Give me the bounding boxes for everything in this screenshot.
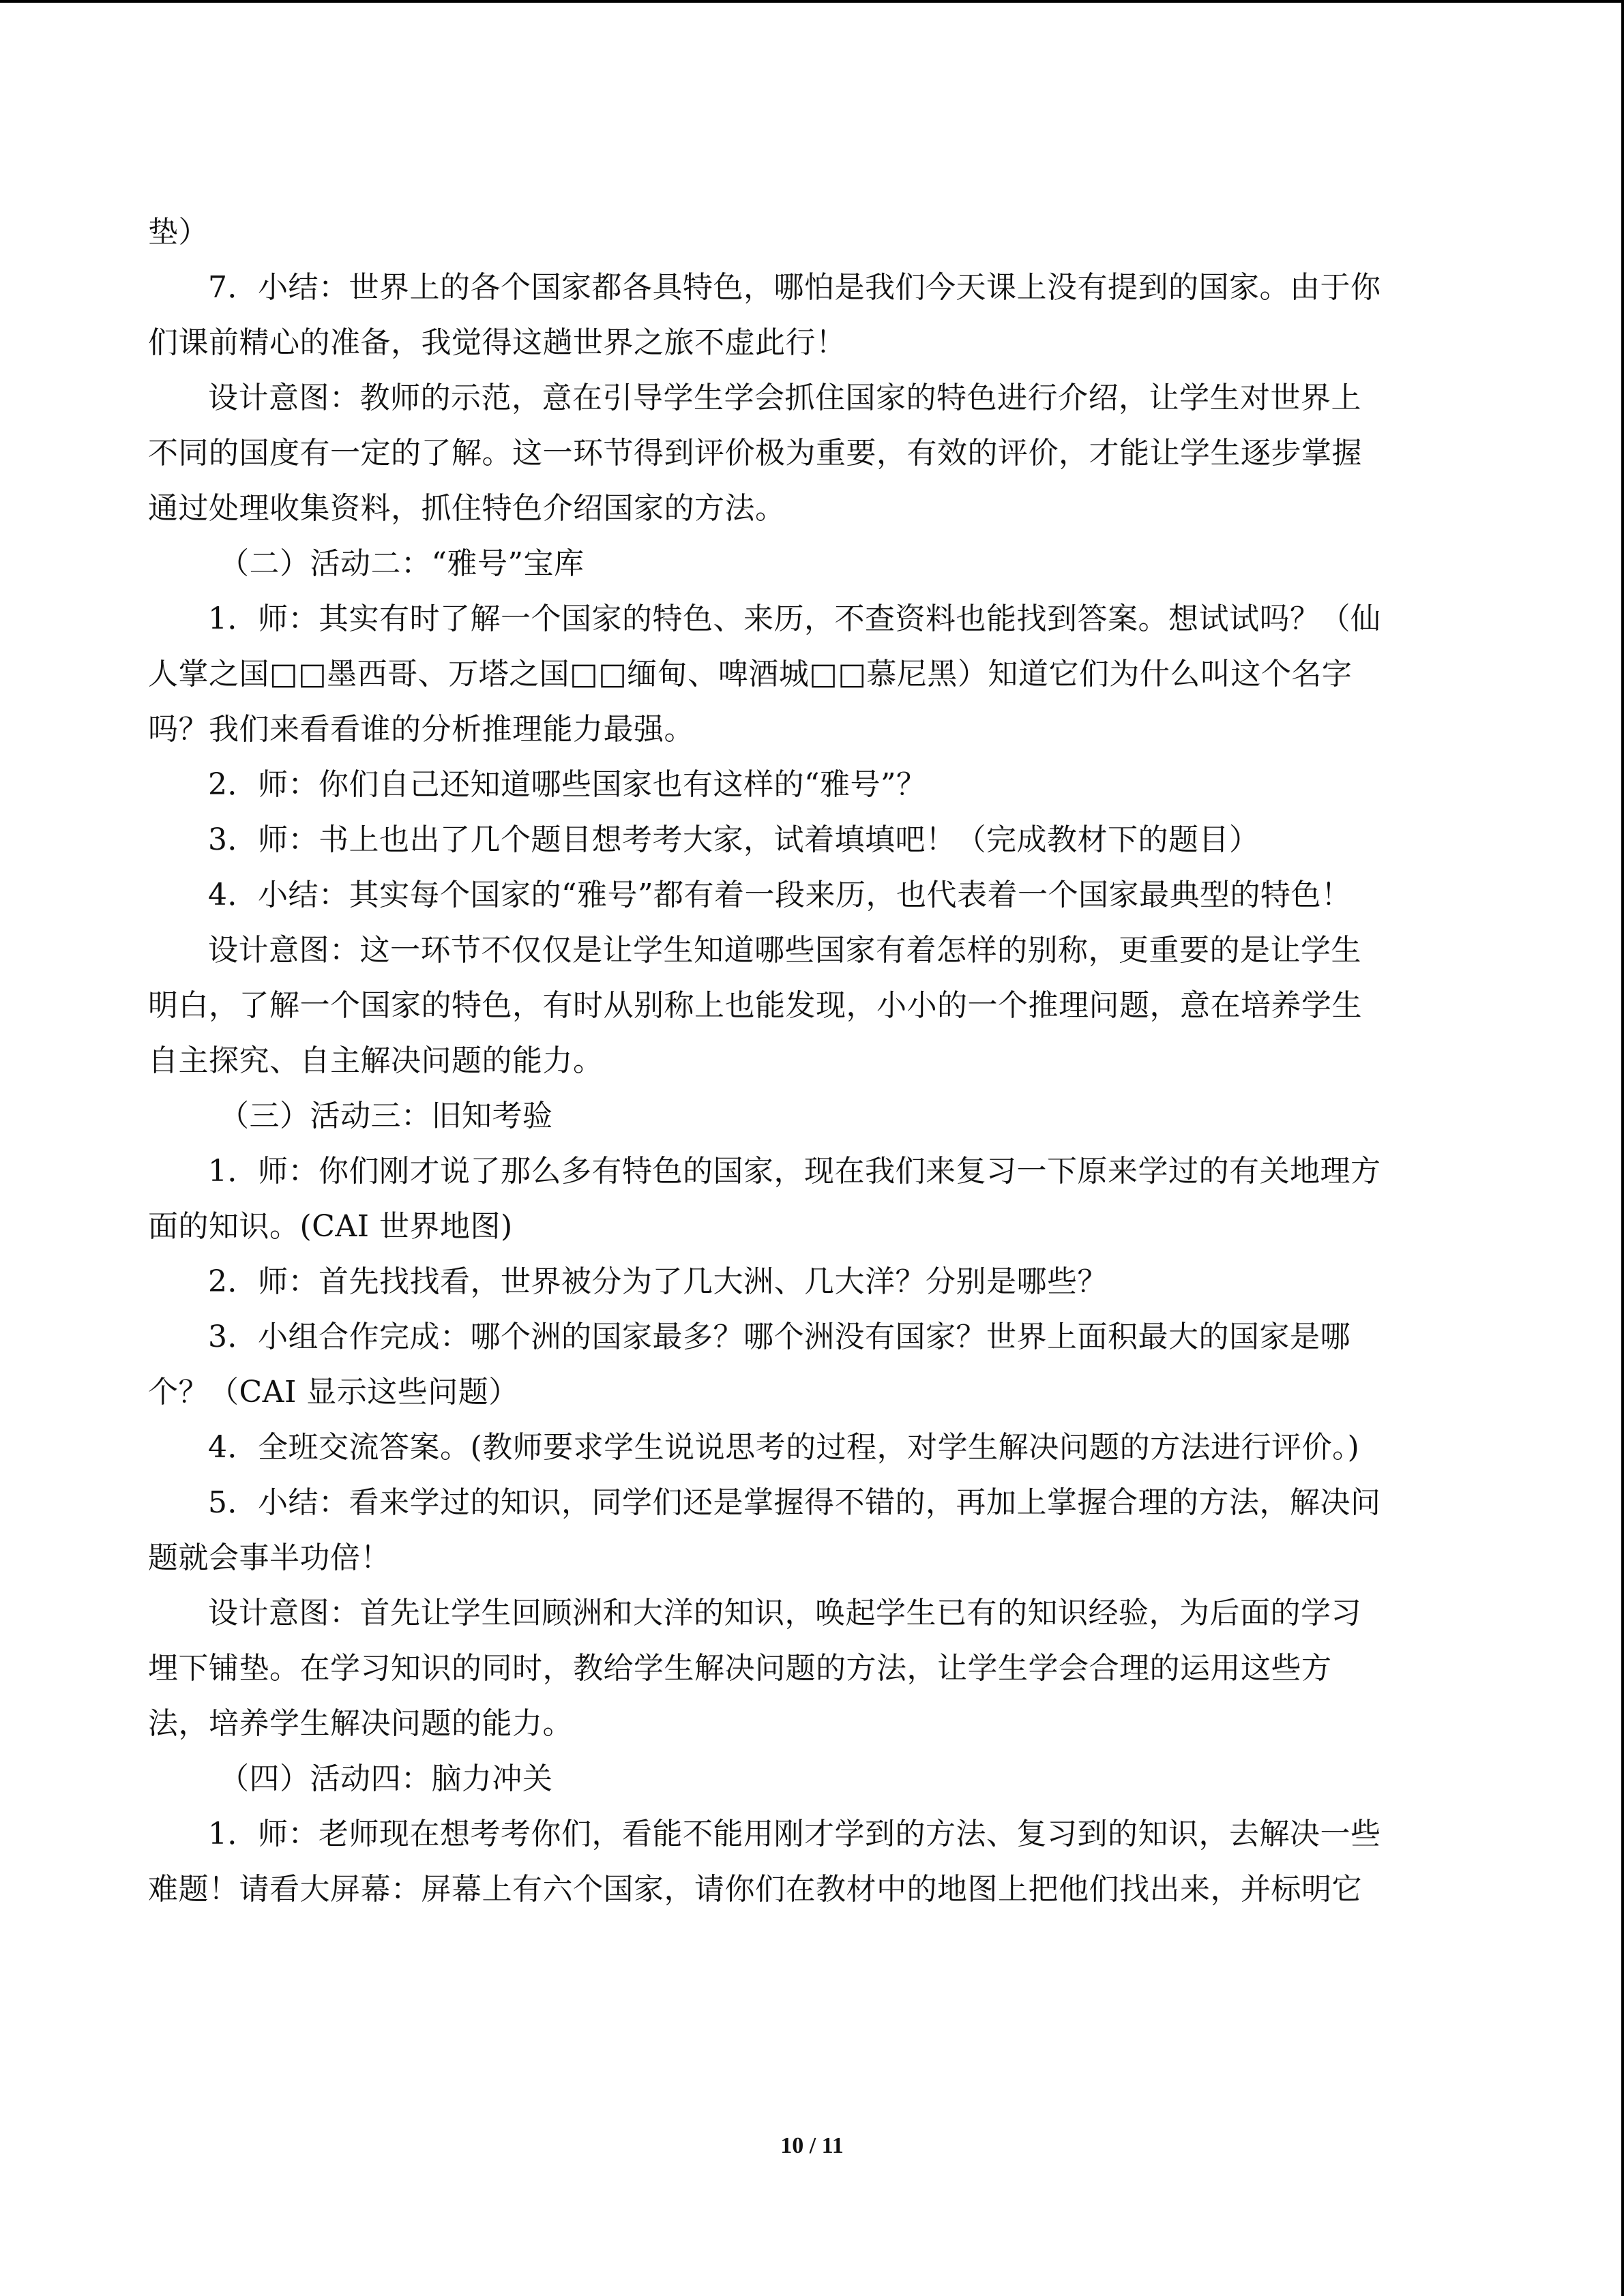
text-line: 设计意图：教师的示范，意在引导学生学会抓住国家的特色进行介绍，让学生对世界上 (208, 381, 1361, 415)
text-line: 1．师：老师现在想考考你们，看能不能用刚才学到的方法、复习到的知识，去解决一些 (208, 1817, 1381, 1851)
text-line: 1．师：你们刚才说了那么多有特色的国家，现在我们来复习一下原来学过的有关地理方 (208, 1154, 1381, 1189)
text-line: 1．师：其实有时了解一个国家的特色、来历，不查资料也能找到答案。想试试吗？（仙 (208, 601, 1381, 636)
page-number: 10 / 11 (780, 2133, 844, 2158)
text-line: 2．师：首先找找看，世界被分为了几大洲、几大洋？分别是哪些？ (208, 1264, 1108, 1299)
text-line: 埋下铺垫。在学习知识的同时，教给学生解决问题的方法，让学生学会合理的运用这些方 (148, 1651, 1332, 1686)
text-line: 个？（CAI 显示这些问题） (148, 1375, 519, 1410)
text-line: 设计意图：首先让学生回顾洲和大洋的知识，唤起学生已有的知识经验，为后面的学习 (208, 1596, 1361, 1630)
text-line: 通过处理收集资料，抓住特色介绍国家的方法。 (148, 491, 786, 526)
text-line: 明白，了解一个国家的特色，有时从别称上也能发现，小小的一个推理问题，意在培养学生 (148, 988, 1362, 1023)
right-border (1621, 0, 1624, 2296)
text-line: 不同的国度有一定的了解。这一环节得到评价极为重要，有效的评价，才能让学生逐步掌握 (148, 436, 1362, 471)
text-line: 吗？我们来看看谁的分析推理能力最强。 (148, 712, 694, 747)
text-line: 4．全班交流答案。(教师要求学生说说思考的过程，对学生解决问题的方法进行评价。) (208, 1430, 1360, 1465)
top-border (0, 0, 1624, 3)
text-line: 自主探究、自主解决问题的能力。 (148, 1043, 604, 1078)
text-line: 垫） (148, 215, 209, 250)
section-heading: （三）活动三：旧知考验 (219, 1099, 553, 1133)
text-line: 2．师：你们自己还知道哪些国家也有这样的“雅号”？ (208, 767, 927, 802)
section-heading: （四）活动四：脑力冲关 (219, 1761, 553, 1796)
text-line: 法，培养学生解决问题的能力。 (148, 1706, 573, 1741)
text-line: 3．师：书上也出了几个题目想考考大家，试着填填吧！（完成教材下的题目） (208, 822, 1260, 857)
text-line: 人掌之国□□墨西哥、万塔之国□□缅甸、啤酒城□□慕尼黑）知道它们为什么叫这个名字 (148, 657, 1353, 691)
text-line: 题就会事半功倍！ (148, 1540, 391, 1575)
text-line: 3．小组合作完成：哪个洲的国家最多？哪个洲没有国家？世界上面积最大的国家是哪 (208, 1320, 1350, 1354)
text-line: 难题！请看大屏幕：屏幕上有六个国家，请你们在教材中的地图上把他们找出来，并标明它 (148, 1872, 1362, 1907)
text-line: 5．小结：看来学过的知识，同学们还是掌握得不错的，再加上掌握合理的方法，解决问 (208, 1485, 1381, 1520)
text-line: 7．小结：世界上的各个国家都各具特色，哪怕是我们今天课上没有提到的国家。由于你 (208, 270, 1381, 305)
text-line: 4．小结：其实每个国家的“雅号”都有着一段来历，也代表着一个国家最典型的特色！ (208, 878, 1352, 912)
text-line: 设计意图：这一环节不仅仅是让学生知道哪些国家有着怎样的别称，更重要的是让学生 (208, 933, 1361, 968)
section-heading: （二）活动二：“雅号”宝库 (219, 546, 585, 581)
text-line: 面的知识。(CAI 世界地图) (148, 1209, 513, 1244)
text-line: 们课前精心的准备，我觉得这趟世界之旅不虚此行！ (148, 325, 846, 360)
